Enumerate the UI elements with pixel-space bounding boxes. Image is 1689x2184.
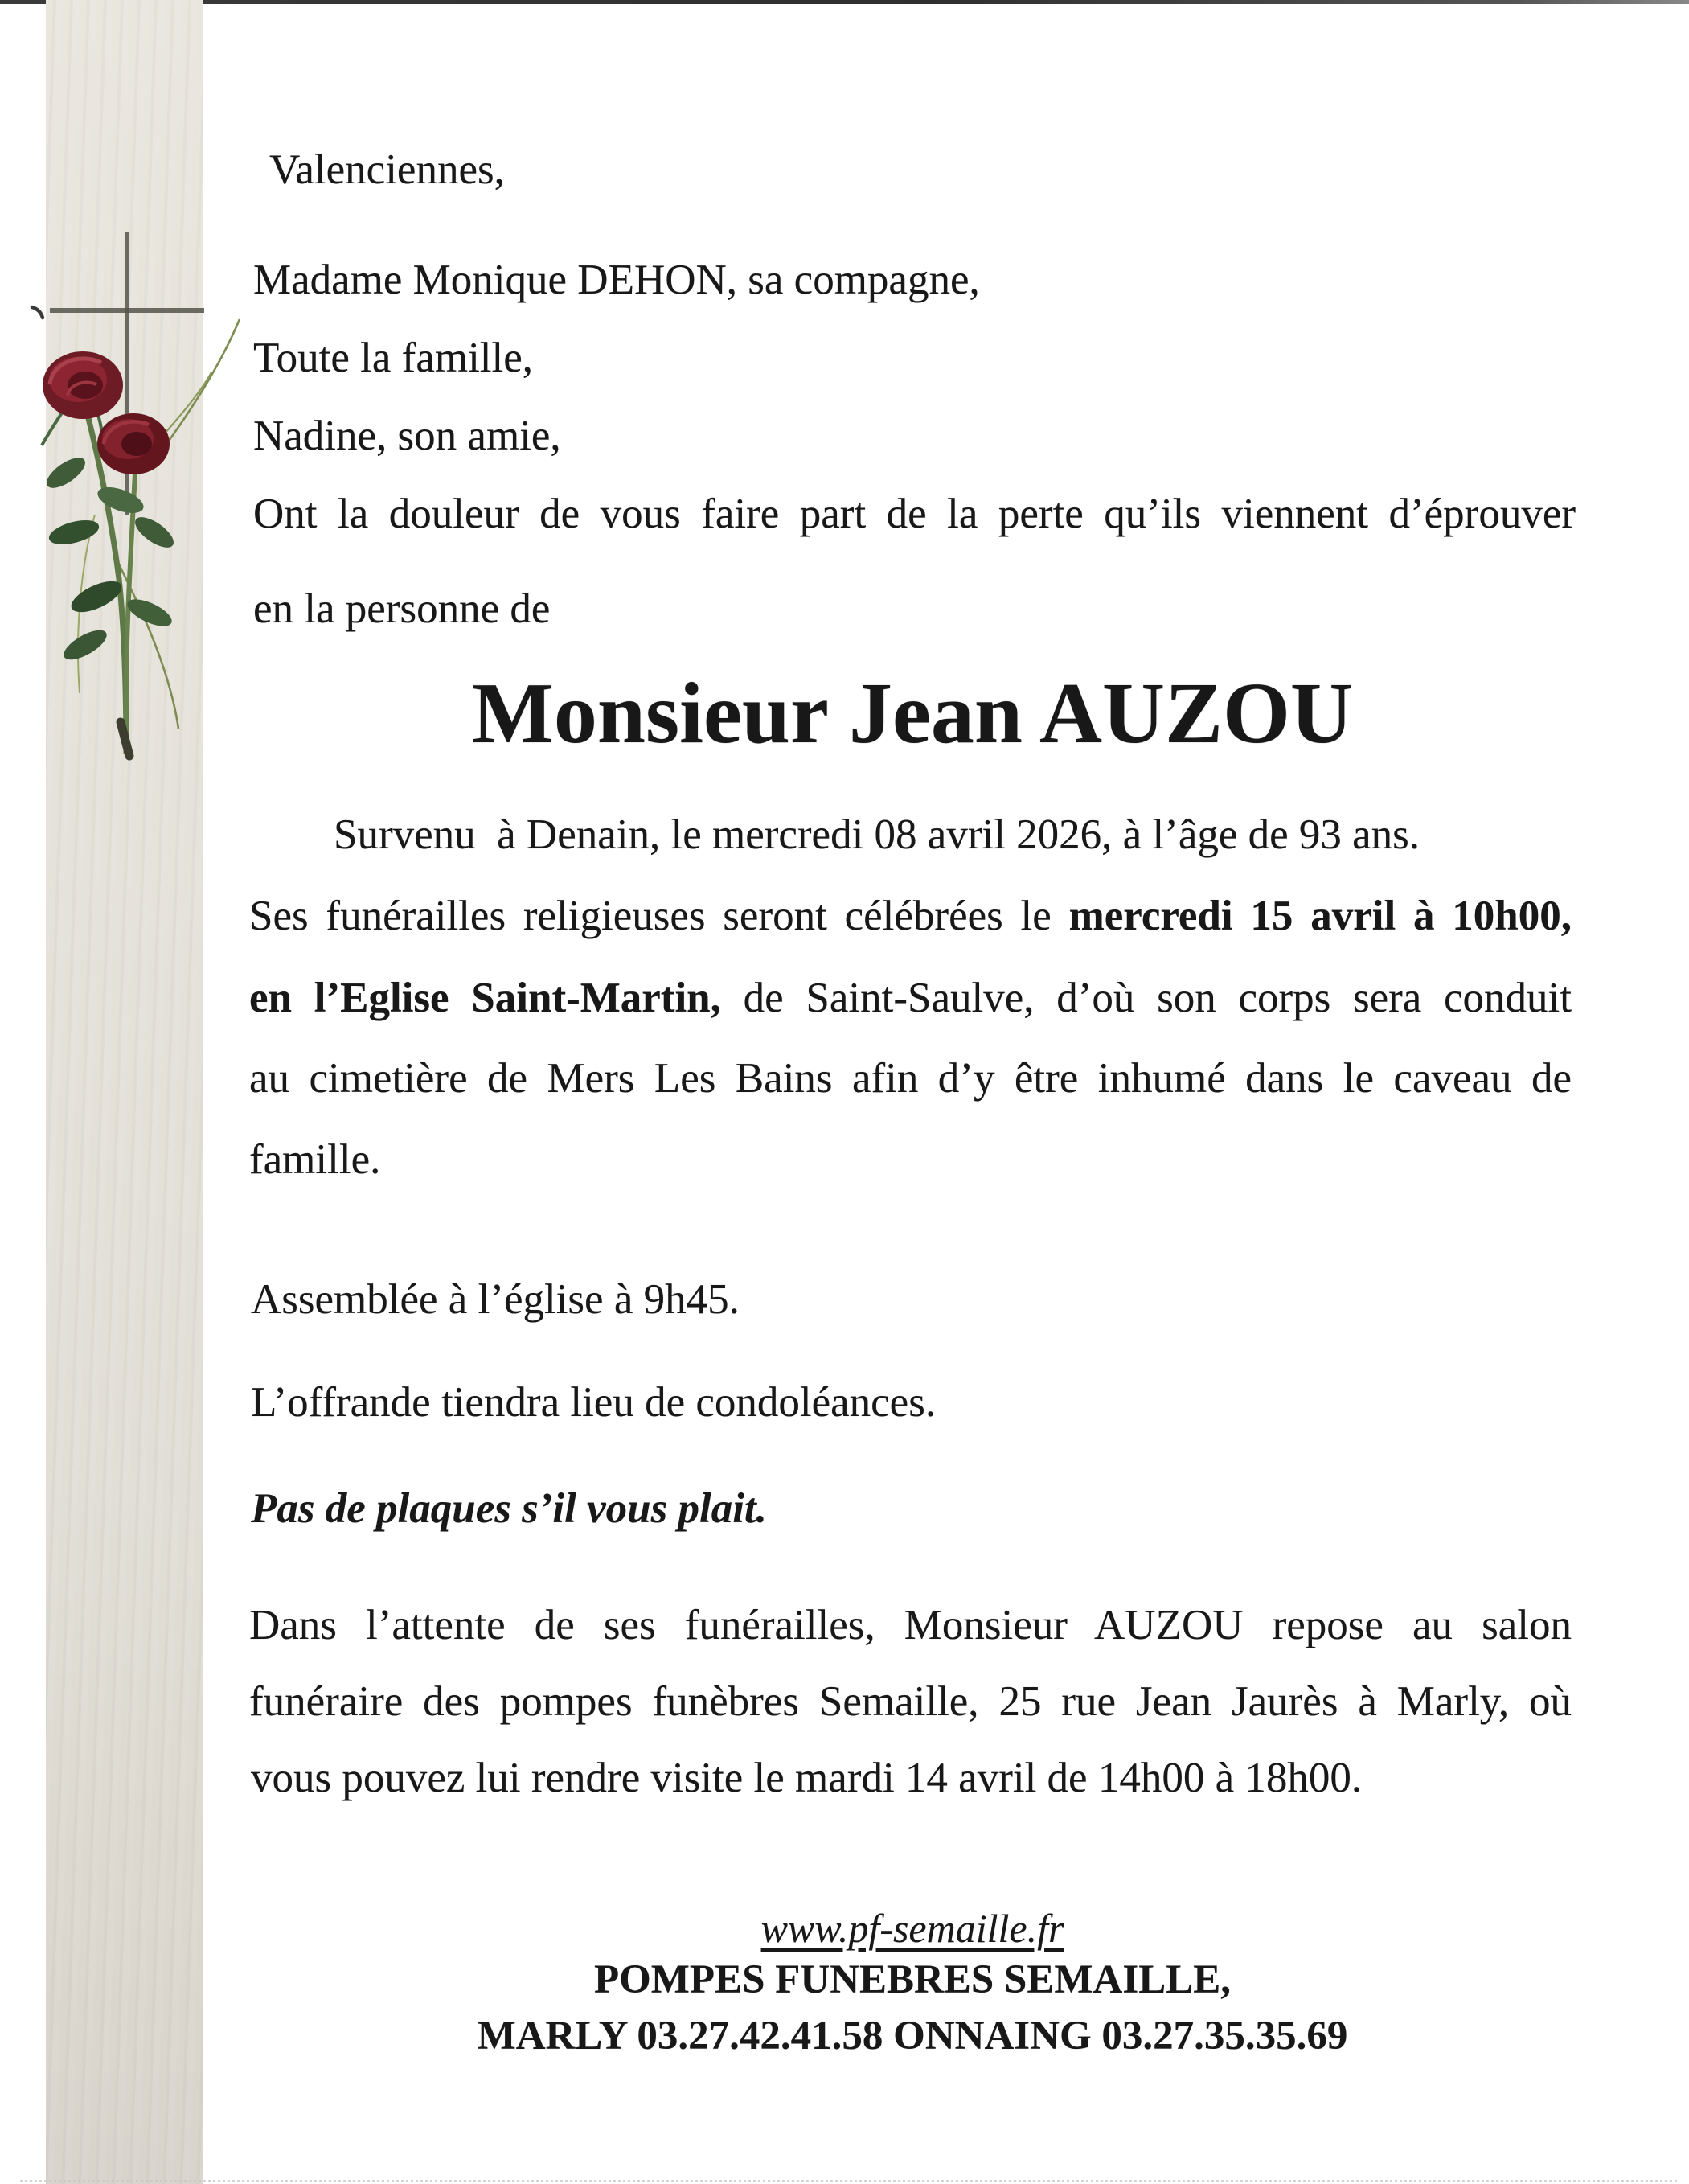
family-line-family: Toute la famille, <box>253 335 534 381</box>
funeral-date-line <box>249 893 1572 939</box>
death-date-line: Survenu à Denain, le mercredi 08 avril 2026, à l’âge de 93 ans. <box>334 811 1420 858</box>
church-bold-text: en l’Eglise Saint-Martin, <box>249 975 721 1021</box>
repose-line-3: vous pouvez lui rendre visite le mardi 14 avril de 14h00 à 18h00. <box>251 1755 1363 1801</box>
page-title-deceased-name: Monsieur Jean AUZOU <box>471 666 1354 762</box>
roses-and-cross-icon <box>0 0 241 804</box>
cemetery-line: au cimetière de Mers Les Bains afin d’y être inhumé dans le caveau de <box>249 1055 1572 1102</box>
sorrow-line: Ont la douleur de vous faire part de la perte qu’ils viennent d’éprouver <box>253 491 1576 537</box>
funeral-date-normal-text: Ses funérailles religieuses seront célébrées le <box>249 893 1069 939</box>
funeral-home-name: POMPES FUNEBRES SEMAILLE, <box>593 1957 1232 2002</box>
offering-line: L’offrande tiendra lieu de condoléances. <box>251 1379 937 1426</box>
in-the-person-of-line: en la personne de <box>253 585 551 632</box>
church-normal-text: de Saint-Saulve, d’où son corps sera conduit <box>720 975 1572 1021</box>
city-line: Valenciennes, <box>269 146 505 193</box>
scan-top-edge-line <box>0 0 1689 4</box>
church-line <box>249 975 1572 1021</box>
family-line-friend: Nadine, son amie, <box>253 413 561 459</box>
repose-line-1: Dans l’attente de ses funérailles, Monsieur AUZOU repose au salon <box>249 1602 1572 1648</box>
cemetery-end-line: famille. <box>249 1136 381 1183</box>
website-url: www.pf-semaille.fr <box>760 1906 1064 1951</box>
scan-bottom-edge-line <box>20 2180 1677 2182</box>
phone-numbers: MARLY 03.27.42.41.58 ONNAING 03.27.35.35.69 <box>477 2014 1348 2059</box>
repose-line-2: funéraire des pompes funèbres Semaille, 25 rue Jean Jaurès à Marly, où <box>249 1678 1572 1725</box>
funeral-date-bold-text: mercredi 15 avril à 10h00, <box>1068 893 1572 939</box>
assembly-line: Assemblée à l’église à 9h45. <box>251 1276 740 1323</box>
family-line-companion: Madame Monique DEHON, sa compagne, <box>253 257 980 303</box>
no-plaques-line: Pas de plaques s’il vous plait. <box>251 1485 767 1532</box>
